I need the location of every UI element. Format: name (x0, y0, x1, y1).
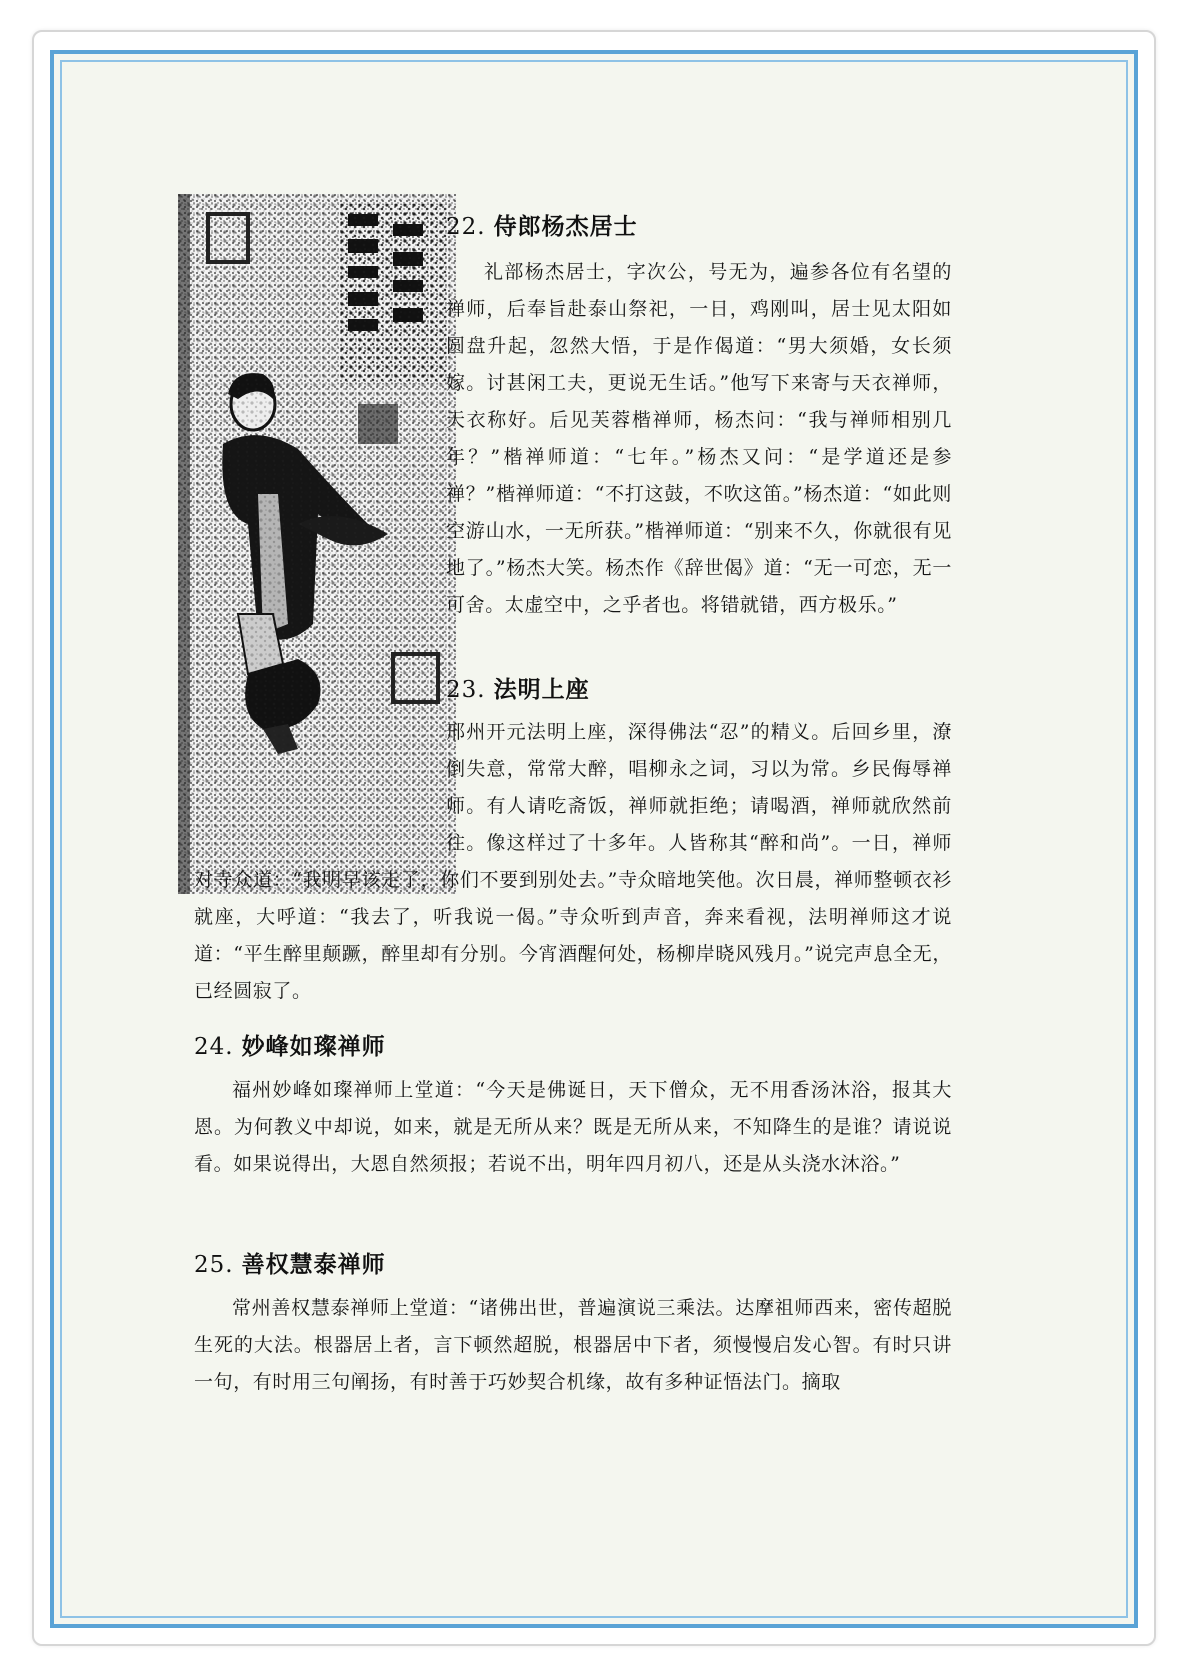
section-heading-23 (446, 671, 590, 704)
section-body-24 (194, 1072, 952, 1183)
section-number: 23. (446, 677, 486, 703)
paragraph: 福州妙峰如璨禅师上堂道：“今天是佛诞日，天下僧众，无不用香汤沐浴，报其大恩。为何教义中却说，如来，就是无所从来？既是无所从来，不知降生的是谁？请说说看。如果说得出，大恩自然须报；若说不出，明年四月初八，还是从头浇水沐浴。” (194, 1079, 952, 1175)
section-body-25 (194, 1290, 952, 1401)
section-heading-22 (446, 208, 638, 241)
section-body-23 (194, 714, 952, 1010)
paragraph: 常州善权慧泰禅师上堂道：“诸佛出世，普遍演说三乘法。达摩祖师西来，密传超脱生死的大法。根器居上者，言下顿然超脱，根器居中下者，须慢慢启发心智。有时只讲一句，有时用三句阐扬，有时善于巧妙契合机缘，故有多种证悟法门。摘取 (194, 1297, 952, 1393)
section-number: 22. (446, 214, 486, 240)
section-number: 24. (194, 1034, 234, 1060)
section-heading-25 (194, 1246, 386, 1279)
paragraph: 邢州开元法明上座，深得佛法“忍”的精义。后回乡里，潦倒失意，常常大醉，唱柳永之词，习以为常。乡民侮辱禅师。有人请吃斋饭，禅师就拒绝；请喝酒，禅师就欣然前往。像这样过了十多年。人皆称其“醉和尚”。一日，禅师对寺众道：“我明早该走了，你们不要到别处去。”寺众暗地笑他。次日晨，禅师整顿衣衫就座，大呼道：“我去了，听我说一偈。”寺众听到声音，奔来看视，法明禅师这才说道：“平生醉里颠蹶，醉里却有分别。今宵酒醒何处，杨柳岸晓风残月。”说完声息全无，已经圆寂了。 (194, 721, 952, 1002)
section-number: 25. (194, 1252, 234, 1278)
section-title: 侍郎杨杰居士 (493, 213, 638, 240)
paragraph: 礼部杨杰居士，字次公，号无为，遍参各位有名望的禅师，后奉旨赴泰山祭祀，一日，鸡刚叫，居士见太阳如圆盘升起，忽然大悟，于是作偈道：“男大须婚，女长须嫁。讨甚闲工夫，更说无生话。”他写下来寄与天衣禅师，天衣称好。后见芙蓉楷禅师，杨杰问：“我与禅师相别几年？”楷禅师道：“七年。”杨杰又问：“是学道还是参禅？”楷禅师道：“不打这鼓，不吹这笛。”杨杰道：“如此则空游山水，一无所获。”楷禅师道：“别来不久，你就很有见地了。”杨杰大笑。杨杰作《辞世偈》道：“无一可恋，无一可舍。太虚空中，之乎者也。将错就错，西方极乐。” (446, 261, 952, 616)
section-body-22 (446, 254, 952, 624)
section-heading-24 (194, 1028, 386, 1061)
section-title: 善权慧泰禅师 (241, 1251, 386, 1278)
page-frame (50, 50, 1138, 1628)
section-title: 妙峰如璨禅师 (241, 1033, 386, 1060)
section-title: 法明上座 (493, 676, 590, 703)
